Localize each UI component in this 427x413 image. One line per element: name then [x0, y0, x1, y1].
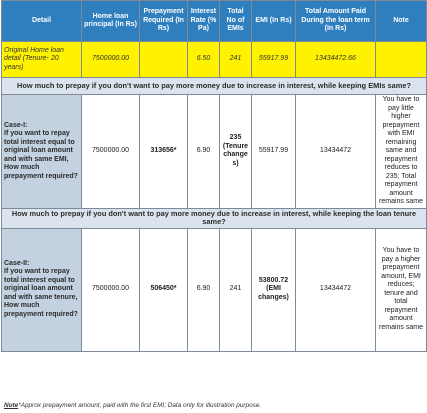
header-detail: Detail [2, 1, 82, 42]
case-1-principal: 7500000.00 [82, 95, 140, 209]
case-1-total: 13434472 [296, 95, 376, 209]
original-principal: 7500000.00 [82, 42, 140, 78]
case-1-prepayment: 313656* [140, 95, 188, 209]
loan-comparison-panel [1, 0, 426, 352]
header-emis: Total No of EMIs [220, 1, 252, 42]
case-1-emis: 235 (Tenure changes) [220, 95, 252, 209]
case-1-emi: 55917.99 [252, 95, 296, 209]
header-total: Total Amount Paid During the loan term (In Rs) [296, 1, 376, 42]
case-2-title: Case-II: [4, 259, 30, 267]
case-2-row [2, 228, 427, 351]
question-1: How much to prepay if you don't want to pay more money due to increase in interest, while keeping EMIs same? [2, 78, 427, 95]
case-2-emis: 241 [220, 228, 252, 351]
original-rate: 6.50 [188, 42, 220, 78]
footnote [4, 402, 261, 409]
original-note [376, 42, 427, 78]
case-2-detail-cell [2, 228, 82, 351]
header-note: Note [376, 1, 427, 42]
footnote-label: Note [4, 402, 19, 409]
question-2: How much to prepay if you don't want to pay more money due to increase in interest, while keeping the loan tenure same? [2, 208, 427, 228]
header-rate: Interest Rate (% Pa) [188, 1, 220, 42]
case-2-emi: 53800.72 (EMI changes) [252, 228, 296, 351]
header-principal: Home loan principal (In Rs) [82, 1, 140, 42]
case-2-principal: 7500000.00 [82, 228, 140, 351]
case-1-note: You have to pay little higher prepayment with EMI remaining same and repayment reduces to 235; Total repayment amount remains same [376, 95, 427, 209]
case-2-detail: If you want to repay total interest equal to original loan amount and with same tenure, How much prepayment required? [4, 268, 78, 318]
case-1-rate: 6.90 [188, 95, 220, 209]
footnote-text: *Approx prepayment amount, paid with the first EMI; Data only for illustration purpose. [18, 402, 262, 409]
case-1-title: Case-I: [4, 121, 28, 129]
case-2-total: 13434472 [296, 228, 376, 351]
question-row-1 [2, 78, 427, 95]
question-row-2 [2, 208, 427, 228]
original-emi: 55917.99 [252, 42, 296, 78]
case-1-detail: If you want to repay total interest equal to original loan amount and with same EMI, How much prepayment required? [4, 130, 78, 180]
case-1-row [2, 95, 427, 209]
original-detail: Original Home loan detail (Tenure- 20 years) [2, 42, 82, 78]
case-2-rate: 6.90 [188, 228, 220, 351]
case-2-prepayment: 506450* [140, 228, 188, 351]
prepayment-table [1, 0, 427, 352]
case-2-note: You have to pay a higher prepayment amount, EMI reduces; tenure and total repayment amount remains same [376, 228, 427, 351]
case-1-detail-cell [2, 95, 82, 209]
original-prepayment [140, 42, 188, 78]
header-prepayment: Prepayment Required (In Rs) [140, 1, 188, 42]
original-total: 13434472.66 [296, 42, 376, 78]
original-emis: 241 [220, 42, 252, 78]
header-row [2, 1, 427, 42]
header-emi: EMI (In Rs) [252, 1, 296, 42]
original-loan-row [2, 42, 427, 78]
